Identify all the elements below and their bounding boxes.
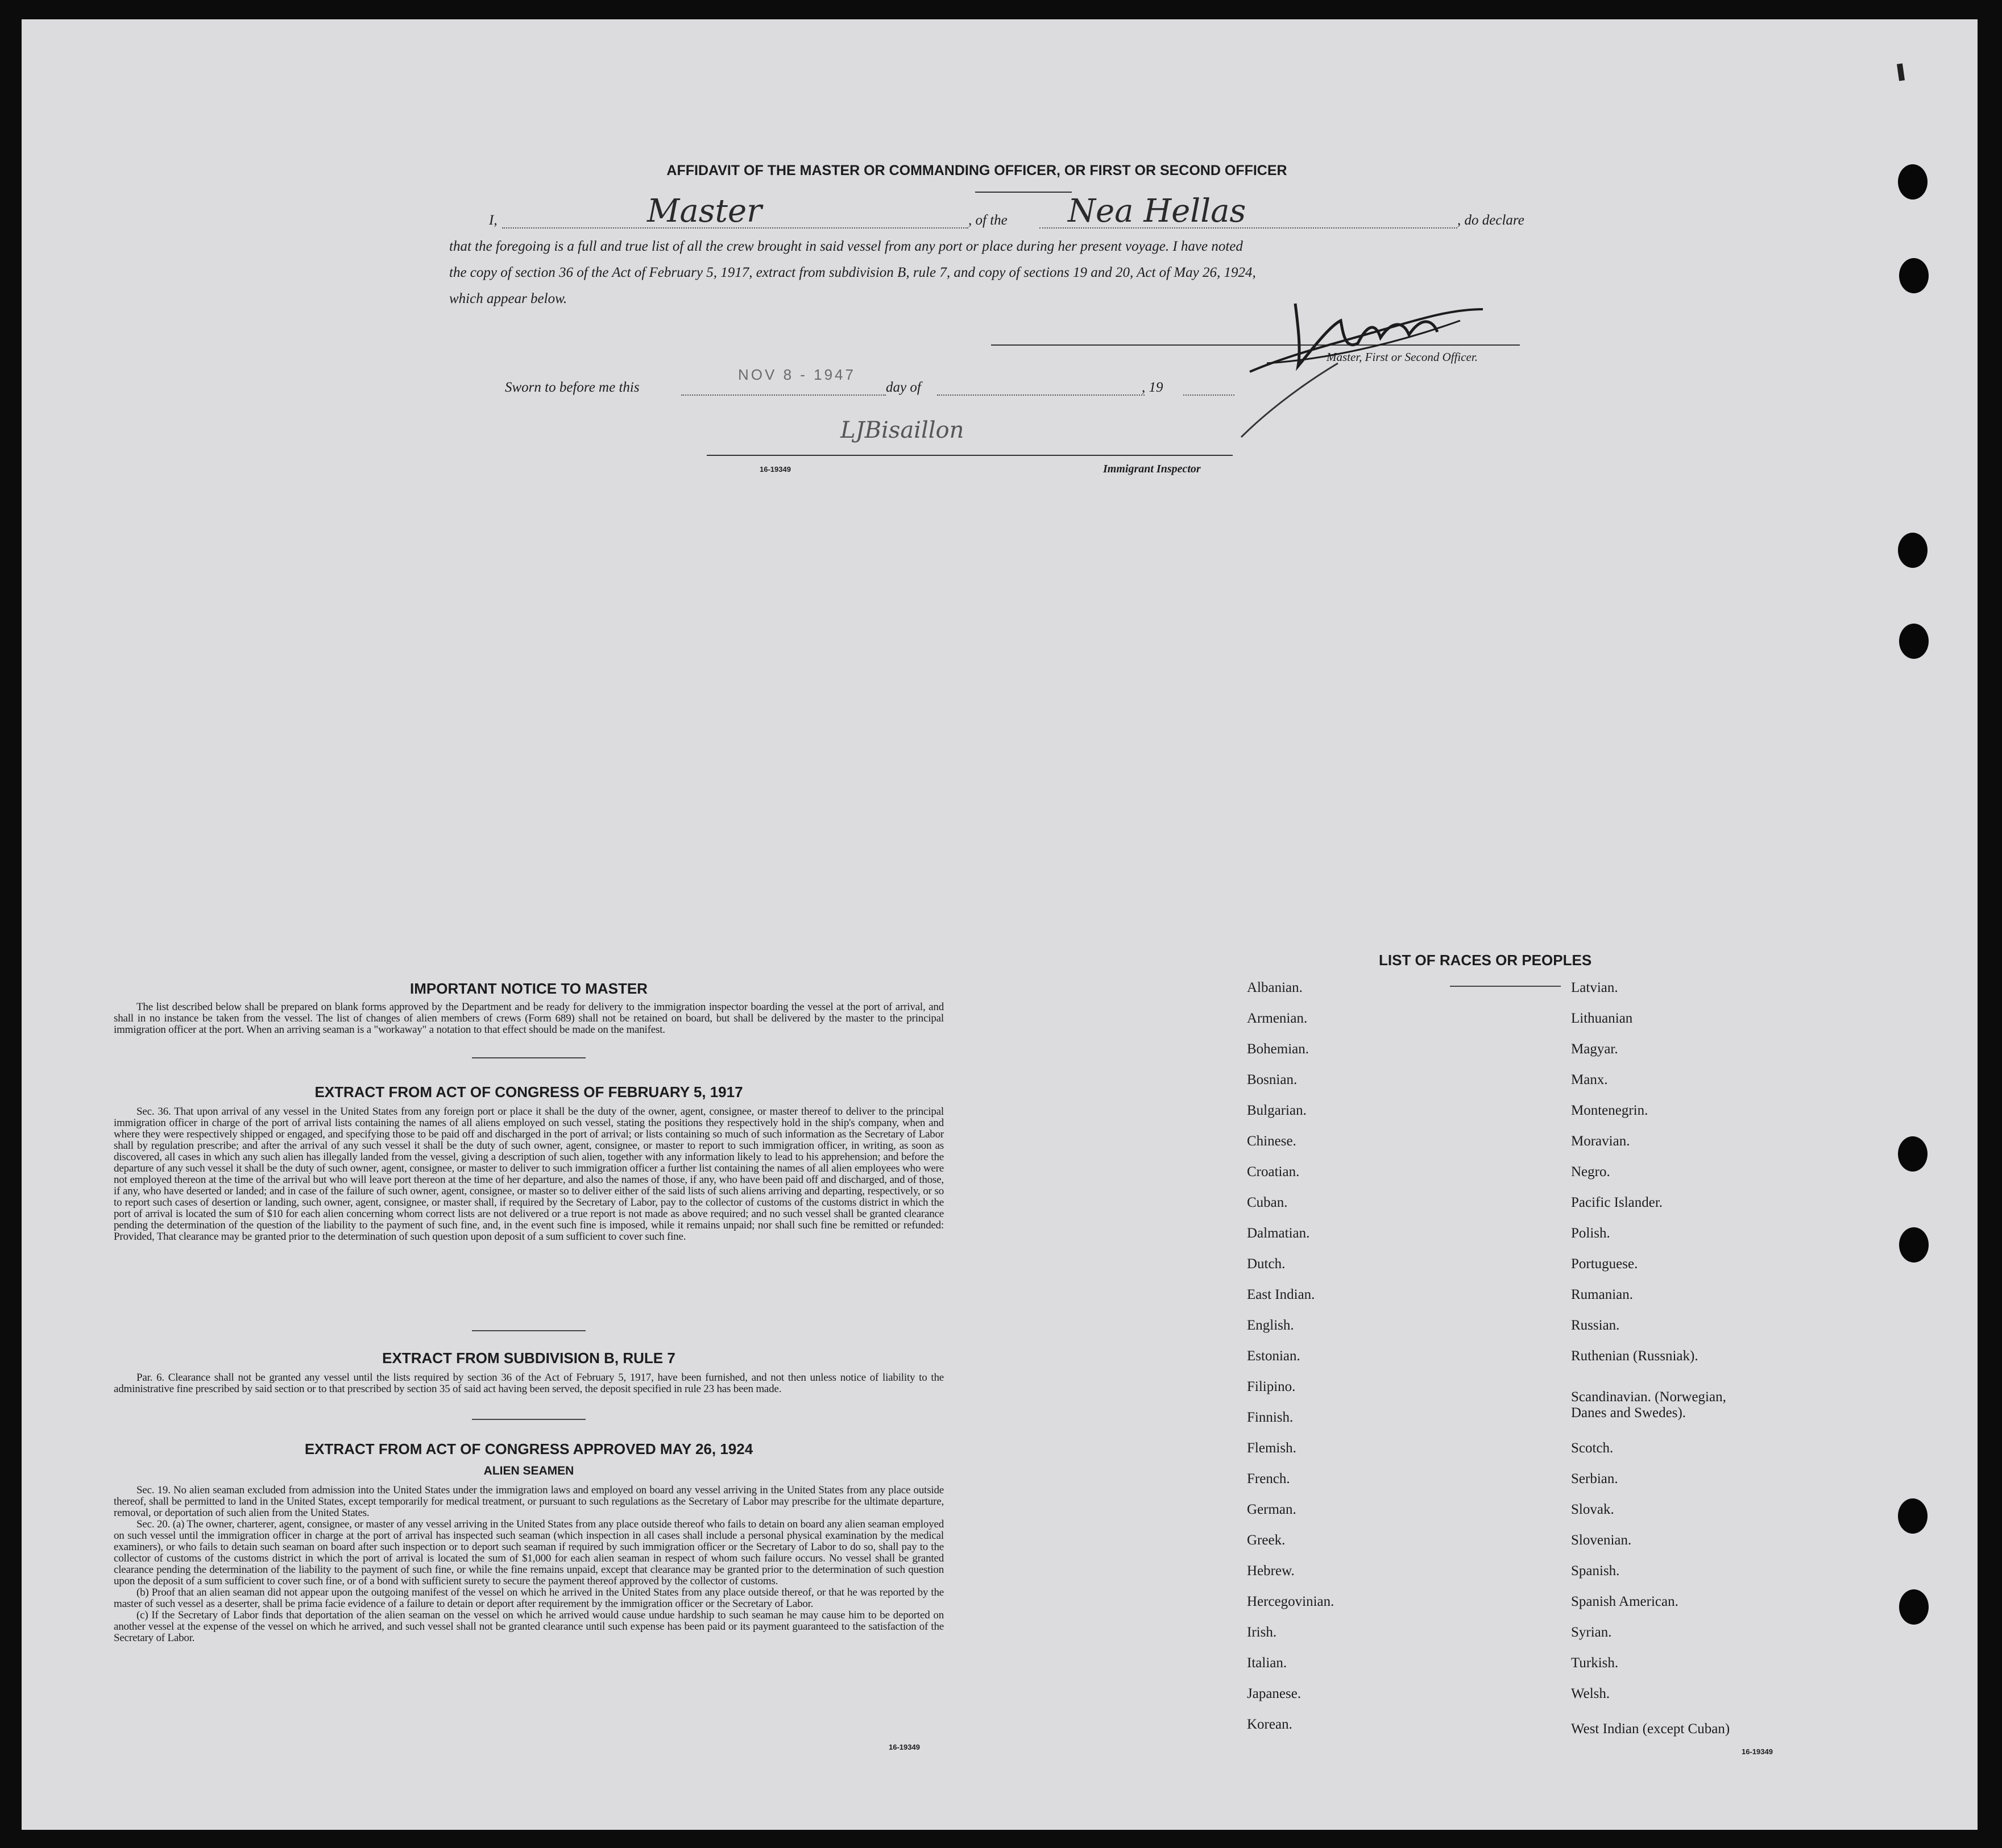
stamped-date: NOV 8 - 1947 xyxy=(738,366,856,383)
race-item: East Indian. xyxy=(1247,1287,1315,1302)
race-item: Finnish. xyxy=(1247,1410,1294,1425)
race-item: Japanese. xyxy=(1247,1686,1301,1701)
sworn-date-blank xyxy=(681,394,886,396)
race-item: Turkish. xyxy=(1571,1655,1619,1671)
notice-heading: IMPORTANT NOTICE TO MASTER xyxy=(410,980,648,997)
binder-hole-2 xyxy=(1899,258,1929,293)
races-rule xyxy=(1450,986,1561,987)
corner-mark xyxy=(1897,63,1905,81)
inspector-signature: LJBisaillon xyxy=(840,417,964,443)
race-item: Portuguese. xyxy=(1571,1256,1638,1272)
of-the-text: , of the xyxy=(968,213,1008,228)
races-heading: LIST OF RACES OR PEOPLES xyxy=(1379,952,1592,969)
race-item: Dalmatian. xyxy=(1247,1226,1310,1241)
race-item: Croatian. xyxy=(1247,1164,1300,1180)
affidavit-form-number: 16-19349 xyxy=(760,465,791,474)
race-item: Latvian. xyxy=(1571,980,1618,995)
race-item: Scotch. xyxy=(1571,1440,1614,1456)
race-item: Serbian. xyxy=(1571,1471,1618,1486)
document-page xyxy=(22,19,1978,1830)
race-item: Chinese. xyxy=(1247,1133,1296,1149)
race-item: German. xyxy=(1247,1502,1296,1517)
race-item: Scandinavian. (Norwegian, Danes and Swedes). xyxy=(1571,1389,1726,1421)
alien-seamen-subheading: ALIEN SEAMEN xyxy=(483,1464,574,1477)
race-item: Flemish. xyxy=(1247,1440,1296,1456)
extract-1917-text: Sec. 36. That upon arrival of any vessel in the United States from any foreign port or place it shall be the duty of the owner, agent, consignee, or master thereof to deliver to the principal immigration officer in charge of the port of arrival lists containing the names of all aliens employed on such vessel, stating the positions they respectively hold in the ship's company, when and where they were respectively shipped or engaged, and specifying those to be paid off and discharged in the port of arrival; or lists containing so much of such information as the Secretary of Labor shall by regulation prescribe; and after the arrival of any such vessel it shall be the duty of such owner, agent, consignee, or master to report to such immigration officer, in writing, as soon as discovered, all cases in which any such alien has illegally landed from the vessel, giving a description of such alien, together with any information likely to lead to his apprehension; and before the departure of any such vessel it shall be the duty of such owner, agent, consignee, or master to deliver to such immigration officer a further list containing the names of all alien employees who were not employed thereon at the time of the arrival but who will leave port thereon at the time of her departure, and also the names of those, if any, who have been paid off and discharged, and of those, if any, who have deserted or landed; and in case of the failure of such owner, agent, consignee, or master so to deliver either of the said lists of such aliens arriving and departing, respectively, or so to report such cases of desertion or landing, such owner, agent, consignee, or master shall, if required by the Secretary of Labor, pay to the collector of customs of the customs district in which the port of arrival is located the sum of $10 for each alien concerning whom correct lists are not delivered or a true report is not made as above required; and no such vessel shall be granted clearance pending the determination of the question of the liability to the payment of such fine, and, in the event such fine is imposed, while it remains unpaid; nor shall such fine be remitted or refunded: Provided, That clearance may be granted prior to the determination of such question upon deposit of a sum sufficient to cover such fine. xyxy=(114,1106,944,1243)
race-item: Estonian. xyxy=(1247,1348,1300,1364)
race-item: Spanish American. xyxy=(1571,1594,1678,1609)
race-item: Filipino. xyxy=(1247,1379,1296,1394)
binder-hole-1 xyxy=(1898,164,1928,200)
race-item: Slovenian. xyxy=(1571,1533,1632,1548)
race-item: Dutch. xyxy=(1247,1256,1286,1272)
binder-hole-4 xyxy=(1899,624,1929,659)
year-blank xyxy=(1183,394,1234,396)
race-item: Polish. xyxy=(1571,1226,1610,1241)
race-item: Russian. xyxy=(1571,1318,1620,1333)
declaration-line-2: the copy of section 36 of the Act of February 5, 1917, extract from subdivision B, rule 7, and copy of sections 19 and 20, Act of May 26, 1924, xyxy=(449,265,1256,280)
i-prefix: I, xyxy=(489,213,498,228)
binder-hole-8 xyxy=(1899,1589,1929,1625)
race-item: Korean. xyxy=(1247,1717,1292,1732)
month-blank xyxy=(937,394,1145,396)
extract-rule7-rule xyxy=(472,1419,586,1420)
race-item: Bohemian. xyxy=(1247,1041,1309,1057)
race-item: Spanish. xyxy=(1571,1563,1620,1579)
race-item: Italian. xyxy=(1247,1655,1287,1671)
extract-rule7-block xyxy=(114,1372,944,1395)
notice-text: The list described below shall be prepared on blank forms approved by the Department and be ready for delivery to the immigration inspector boarding the vessel at the port of arrival, and shall in no instance be taken from the vessel. The list of changes of alien members of crews (Form 689) shall not be retained on board, but shall be delivered by the master to the principal immigration officer at the port. When an arriving seaman is a "workaway" a notation to that effect should be made on the manifest. xyxy=(114,1001,944,1036)
extract-1917-heading: EXTRACT FROM ACT OF CONGRESS OF FEBRUARY 5, 1917 xyxy=(314,1083,743,1101)
declaration-line-3: which appear below. xyxy=(449,291,567,306)
year-prefix: , 19 xyxy=(1142,380,1163,395)
extract-rule7-text: Par. 6. Clearance shall not be granted any vessel until the lists required by section 36 of the Act of February 5, 1917, have been furnished, and not then unless notice of liability to the administrative fine prescribed by said section or to that prescribed by section 35 of said act having been served, the deposit specified in rule 23 has been made. xyxy=(114,1372,944,1395)
race-item: English. xyxy=(1247,1318,1294,1333)
race-item: Lithuanian xyxy=(1571,1011,1633,1026)
race-item: Hercegovinian. xyxy=(1247,1594,1334,1609)
race-item: Irish. xyxy=(1247,1625,1277,1640)
race-item: Bosnian. xyxy=(1247,1072,1298,1087)
sec19-text: Sec. 19. No alien seaman excluded from admission into the United States under the immigration laws and employed on board any vessel arriving in the United States from any place outside thereof, shall be permitted to land in the United States, except temporarily for medical treatment, or pursuant to such regulations as the Secretary of Labor may prescribe for the ultimate departure, removal, or deportation of such alien from the United States. xyxy=(114,1484,944,1519)
races-form-number: 16-19349 xyxy=(1742,1747,1773,1756)
handwritten-vessel: Nea Hellas xyxy=(1068,193,1246,230)
day-of-text: day of xyxy=(886,380,921,395)
binder-hole-5 xyxy=(1898,1136,1928,1172)
race-item: Moravian. xyxy=(1571,1133,1630,1149)
extract-form-number: 16-19349 xyxy=(889,1743,920,1751)
race-item: Montenegrin. xyxy=(1571,1103,1648,1118)
race-item: Ruthenian (Russniak). xyxy=(1571,1348,1698,1364)
race-item: Slovak. xyxy=(1571,1502,1614,1517)
affidavit-title: AFFIDAVIT OF THE MASTER OR COMMANDING OFFICER, OR FIRST OR SECOND OFFICER xyxy=(666,163,1287,178)
extract-1924-block xyxy=(114,1485,944,1644)
extract-1924-heading: EXTRACT FROM ACT OF CONGRESS APPROVED MAY 26, 1924 xyxy=(304,1440,753,1457)
race-item: Welsh. xyxy=(1571,1686,1610,1701)
race-item: Negro. xyxy=(1571,1164,1610,1180)
title-rule xyxy=(975,192,1072,193)
notice-block xyxy=(114,1002,944,1036)
notice-rule xyxy=(472,1057,586,1058)
race-item: Magyar. xyxy=(1571,1041,1618,1057)
race-item: Cuban. xyxy=(1247,1195,1288,1210)
inspector-caption: Immigrant Inspector xyxy=(1103,463,1201,475)
declaration-line-1: that the foregoing is a full and true list of all the crew brought in said vessel from any port or place during her present voyage. I have noted xyxy=(449,239,1243,254)
sec20c-text: (c) If the Secretary of Labor finds that deportation of the alien seaman on the vessel on which he arrived would cause undue hardship to such seaman he may cause him to be deported on another vessel at the expense of the vessel on which he arrived, and such vessel shall not be granted clearance until such expense has been paid or its payment guaranteed to the satisfaction of the Secretary of Labor. xyxy=(114,1609,944,1644)
sec20a-text: Sec. 20. (a) The owner, charterer, agent, consignee, or master of any vessel arriving in the United States from any place outside thereof who fails to detain on board any alien seaman employed on such vessel until the immigration officer in charge at the port of arrival has inspected such seaman (which inspection in all cases shall include a personal physical examination by the medical examiners), or who fails to detain such seaman on board after such inspection or to deport such seaman if required by such immigration officer or the Secretary of Labor to do so, shall pay to the collector of customs of the customs district in which the port of arrival is located the sum of $1,000 for each alien seaman in respect of whom such failure occurs. No vessel shall be granted clearance pending the determination of the liability to the payment of such fine, or while the fine remains unpaid, except that clearance may be granted prior to the determination of such question upon the deposit of a sum sufficient to cover such fine, or of a bond with sufficient surety to secure the payment thereof approved by the collector of customs. xyxy=(114,1518,944,1587)
inspector-line xyxy=(707,455,1233,456)
race-item: West Indian (except Cuban) xyxy=(1571,1721,1730,1737)
extract-1917-rule xyxy=(472,1330,586,1331)
binder-hole-7 xyxy=(1898,1498,1928,1534)
race-item: French. xyxy=(1247,1471,1290,1486)
extract-rule7-heading: EXTRACT FROM SUBDIVISION B, RULE 7 xyxy=(382,1349,675,1367)
pen-stroke xyxy=(1238,360,1341,440)
race-item: Rumanian. xyxy=(1571,1287,1634,1302)
do-declare-text: , do declare xyxy=(1457,213,1524,228)
race-item: Greek. xyxy=(1247,1533,1286,1548)
race-item: Armenian. xyxy=(1247,1011,1308,1026)
binder-hole-6 xyxy=(1899,1227,1929,1263)
handwritten-name: Master xyxy=(647,193,762,230)
race-item: Manx. xyxy=(1571,1072,1608,1087)
race-item: Syrian. xyxy=(1571,1625,1612,1640)
race-item: Bulgarian. xyxy=(1247,1103,1307,1118)
sworn-prefix: Sworn to before me this xyxy=(505,380,640,395)
race-item: Pacific Islander. xyxy=(1571,1195,1663,1210)
sec20b-text: (b) Proof that an alien seaman did not appear upon the outgoing manifest of the vessel on which he arrived in the United States from any place outside thereof, or that he was reported by the master of such vessel as a deserter, shall be prima facie evidence of a failure to detain or deport after requirement by the immigration officer or the Secretary of Labor. xyxy=(114,1587,944,1610)
extract-1917-block xyxy=(114,1106,944,1243)
signature-caption: Master, First or Second Officer. xyxy=(1327,350,1478,364)
binder-hole-3 xyxy=(1898,533,1928,568)
race-item: Hebrew. xyxy=(1247,1563,1295,1579)
race-item: Albanian. xyxy=(1247,980,1303,995)
